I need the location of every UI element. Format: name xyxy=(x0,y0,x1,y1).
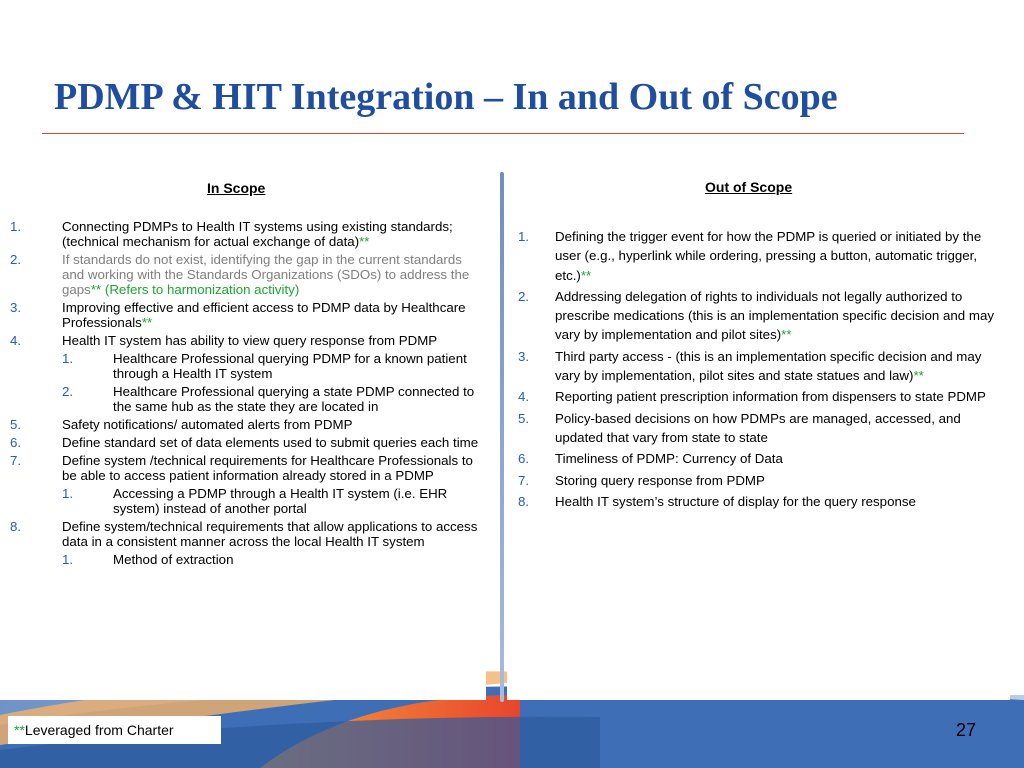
list-item xyxy=(10,300,480,330)
charter-stars: ** xyxy=(913,368,924,384)
sub-list xyxy=(62,552,480,567)
sub-item-number: 1. xyxy=(62,486,74,501)
list-item xyxy=(518,449,998,468)
page-number: 27 xyxy=(956,720,977,740)
footnote-stars: ** xyxy=(14,722,25,738)
sub-item-text: Healthcare Professional querying PDMP for a known patient through a Health IT system xyxy=(113,351,467,381)
list-item xyxy=(518,347,998,386)
list-item xyxy=(518,387,998,406)
item-number: 2. xyxy=(518,288,530,304)
item-text: Addressing delegation of rights to individuals not legally authorized to prescribe medications (this is an implementation specific decision and may vary by implementation and pilot sites) xyxy=(555,288,994,343)
charter-footnote xyxy=(8,716,221,744)
charter-stars: ** xyxy=(781,327,792,343)
item-number: 6. xyxy=(10,435,22,450)
item-number: 2. xyxy=(10,252,22,267)
sub-item-number: 1. xyxy=(62,351,74,366)
item-number: 4. xyxy=(10,333,22,348)
item-text: Safety notifications/ automated alerts from PDMP xyxy=(62,417,353,432)
item-text: Health IT system has ability to view query response from PDMP xyxy=(62,333,438,348)
item-text: Define system /technical requirements for Healthcare Professionals to be able to access patient information already stored in a PDMP xyxy=(62,453,473,483)
footnote-text: Leveraged from Charter xyxy=(24,722,174,738)
sub-list-item xyxy=(62,351,480,381)
item-text: Policy-based decisions on how PDMPs are managed, accessed, and updated that vary from state to state xyxy=(555,410,961,445)
item-number: 7. xyxy=(10,453,22,468)
list-item xyxy=(10,435,480,450)
sub-item-text: Accessing a PDMP through a Health IT system (i.e. EHR system) instead of another portal xyxy=(113,486,448,516)
in-scope-list xyxy=(10,219,480,570)
list-item xyxy=(518,227,998,285)
item-text: If standards do not exist, identifying the gap in the current standards and working with the Standards Organizations (SDOs) to address the gaps xyxy=(62,252,470,297)
column-divider xyxy=(500,172,504,702)
item-text: Connecting PDMPs to Health IT systems using existing standards; (technical mechanism for actual exchange of data) xyxy=(62,219,453,249)
item-text: Timeliness of PDMP: Currency of Data xyxy=(555,451,783,467)
in-scope-heading: In Scope xyxy=(207,180,266,196)
item-number: 8. xyxy=(518,493,530,509)
item-number: 3. xyxy=(10,300,22,315)
item-number: 1. xyxy=(518,229,530,244)
sub-list-item xyxy=(62,486,480,516)
item-number: 6. xyxy=(518,451,530,467)
sub-list-item xyxy=(62,384,480,414)
item-number: 3. xyxy=(518,348,530,364)
list-item xyxy=(518,287,998,345)
sub-list xyxy=(62,486,480,516)
slide-title: PDMP & HIT Integration – In and Out of Scope xyxy=(54,76,838,118)
charter-stars: ** xyxy=(580,267,592,283)
item-number: 7. xyxy=(518,472,530,488)
list-item xyxy=(10,219,480,249)
item-text: Third party access - (this is an implementation specific decision and may vary by implementation, pilot sites and state statues and law) xyxy=(555,348,982,384)
list-item xyxy=(518,409,998,448)
item-text: Health IT system’s structure of display for the query response xyxy=(555,493,916,509)
item-text: Storing query response from PDMP xyxy=(555,472,765,488)
item-number: 5. xyxy=(518,410,530,426)
list-item xyxy=(10,252,480,297)
item-number: 5. xyxy=(10,417,22,432)
sub-list xyxy=(62,351,480,414)
charter-stars: ** xyxy=(90,282,102,297)
list-item xyxy=(10,417,480,432)
list-item xyxy=(10,453,480,516)
sub-item-number: 1. xyxy=(62,552,74,567)
out-of-scope-list xyxy=(518,227,998,513)
item-text: Improving effective and efficient access to PDMP data by Healthcare Professionals xyxy=(62,300,466,330)
item-number: 4. xyxy=(518,389,530,405)
sub-item-number: 2. xyxy=(62,384,74,399)
sub-list-item xyxy=(62,552,480,567)
item-text: Define system/technical requirements that allow applications to access data in a consistent manner across the local Health IT system xyxy=(62,519,478,549)
sub-item-text: Healthcare Professional querying a state PDMP connected to the same hub as the state they are located in xyxy=(113,384,475,414)
charter-stars: ** xyxy=(359,234,370,249)
list-item xyxy=(10,333,480,414)
item-number: 1. xyxy=(10,219,22,234)
list-item xyxy=(518,471,998,490)
title-underline xyxy=(42,133,964,134)
item-text: Defining the trigger event for how the PDMP is queried or initiated by the user (e.g., hyperlink while ordering, pressing a button, automatic trigger, etc.) xyxy=(555,229,982,283)
item-text: Reporting patient prescription information from dispensers to state PDMP xyxy=(555,389,986,405)
charter-stars: ** xyxy=(141,315,153,330)
item-number: 8. xyxy=(10,519,22,534)
item-text: Define standard set of data elements used to submit queries each time xyxy=(62,435,479,450)
sub-item-text: Method of extraction xyxy=(113,552,234,567)
list-item xyxy=(518,492,998,511)
harmonization-note: (Refers to harmonization activity) xyxy=(101,282,300,297)
list-item xyxy=(10,519,480,567)
out-of-scope-heading: Out of Scope xyxy=(705,179,793,195)
